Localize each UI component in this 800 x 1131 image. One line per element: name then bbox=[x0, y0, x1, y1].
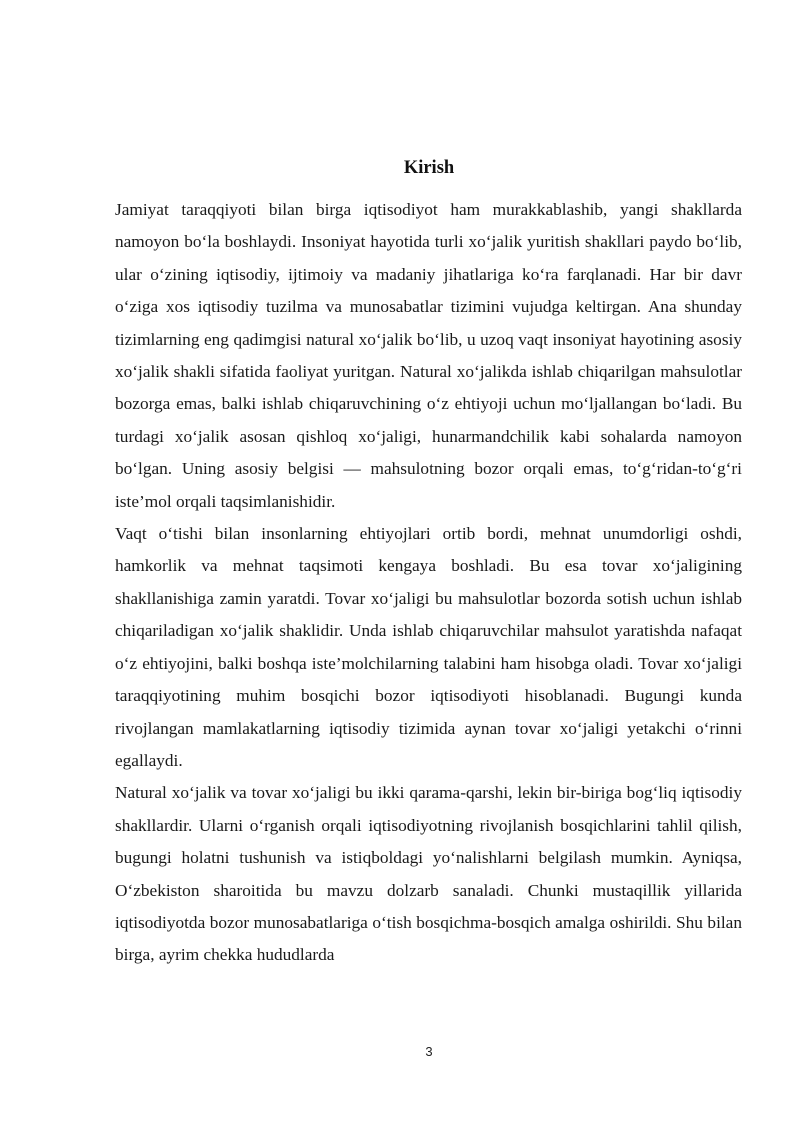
section-title: Kirish bbox=[403, 158, 455, 178]
body-text bbox=[115, 194, 742, 972]
paragraph-3: Natural xo‘jalik va tovar xo‘jaligi bu ikki qarama-qarshi, lekin bir-biriga bog‘liq iqtisodiy shakllardir. Ularni o‘rganish orqali iqtisodiyotning rivojlanish bosqichlarini tahlil qilish, bugungi holatni tushunish va istiqboldagi yo‘nalishlarni belgilash mumkin. Ayniqsa, O‘zbekiston sharoitida bu mavzu dolzarb sanaladi. Chunki mustaqillik yillarida iqtisodiyotda bozor munosabatlariga o‘tish bosqichma-bosqich amalga oshirildi. Shu bilan birga, ayrim chekka hududlarda bbox=[115, 783, 742, 965]
page-number: 3 bbox=[425, 1044, 433, 1059]
paragraph-1: Jamiyat taraqqiyoti bilan birga iqtisodiyot ham murakkablashib, yangi shakllarda namoyon bo‘la boshlaydi. Insoniyat hayotida turli xo‘jalik yuritish shakllari paydo bo‘lib, ular o‘zining iqtisodiy, ijtimoiy va madaniy jihatlariga ko‘ra farqlanadi. Har bir davr o‘ziga xos iqtisodiy tuzilma va munosabatlar tizimini vujudga keltirgan. Ana shunday tizimlarning eng qadimgisi natural xo‘jalik bo‘lib, u uzoq vaqt insoniyat hayotining asosiy xo‘jalik shakli sifatida faoliyat yuritgan. Natural xo‘jalikda ishlab chiqarilgan mahsulotlar bozorga emas, balki ishlab chiqaruvchining o‘z ehtiyoji uchun mo‘ljallangan bo‘ladi. Bu turdagi xo‘jalik asosan qishloq xo‘jaligi, hunarmandchilik kabi sohalarda namoyon bo‘lgan. Uning asosiy belgisi — mahsulotning bozor orqali emas, to‘g‘ridan-to‘g‘ri iste’mol orqali taqsimlanishidir. bbox=[115, 200, 742, 511]
paragraph-2: Vaqt o‘tishi bilan insonlarning ehtiyojlari ortib bordi, mehnat unumdorligi oshdi, hamkorlik va mehnat taqsimoti kengaya boshladi. Bu esa tovar xo‘jaligining shakllanishiga zamin yaratdi. Tovar xo‘jaligi bu mahsulotlar bozorda sotish uchun ishlab chiqariladigan xo‘jalik shaklidir. Unda ishlab chiqaruvchilar mahsulot yaratishda nafaqat o‘z ehtiyojini, balki boshqa iste’molchilarning talabini ham hisobga oladi. Tovar xo‘jaligi taraqqiyotining muhim bosqichi bozor iqtisodiyoti hisoblanadi. Bugungi kunda rivojlangan mamlakatlarning iqtisodiy tizimida aynan tovar xo‘jaligi yetakchi o‘rinni egallaydi. bbox=[115, 524, 742, 770]
